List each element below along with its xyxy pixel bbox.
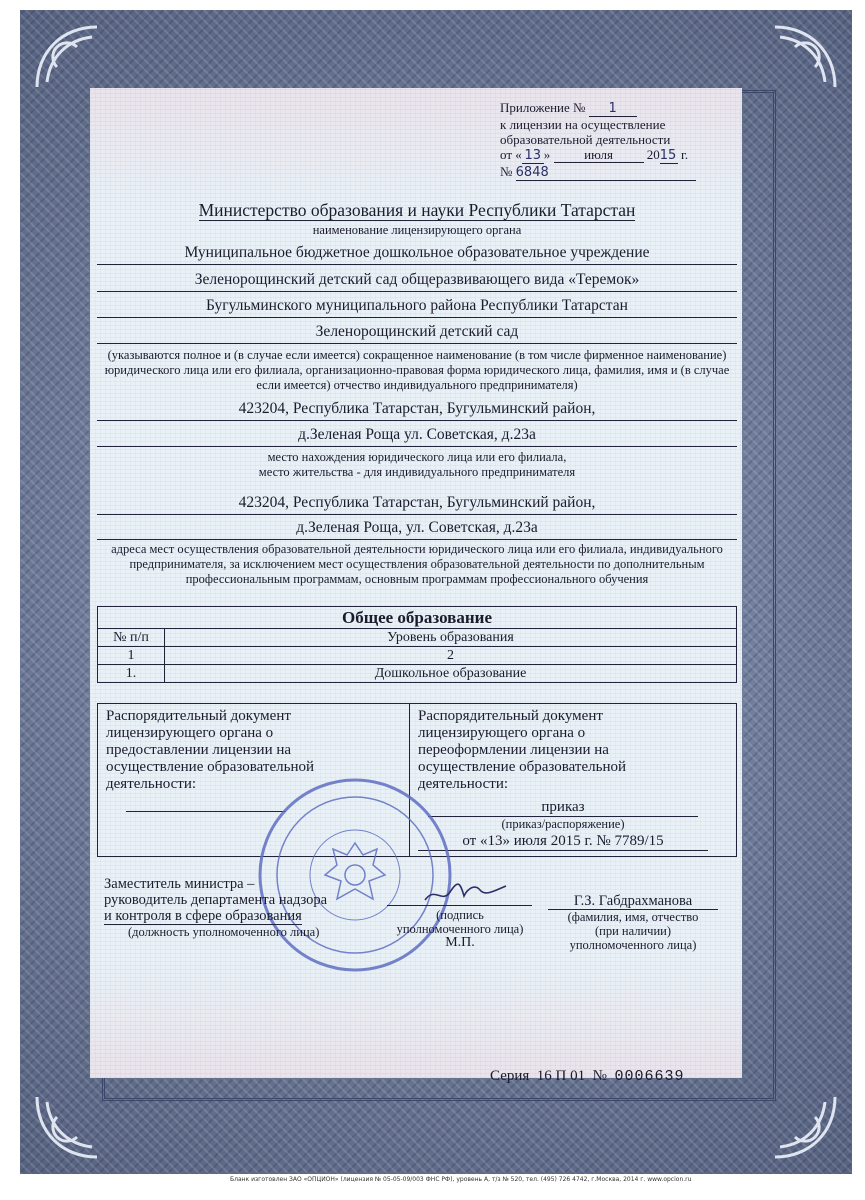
grant-document-text: Распорядительный документ лицензирующего органа о предоставлении лицензии на осуществление образовательной деятельности: bbox=[106, 708, 314, 792]
appendix-year-prefix: 20 bbox=[646, 147, 660, 162]
stamp-place: М.П. bbox=[445, 935, 475, 950]
organization-line: Зеленорощинский детский сад общеразвивающего вида «Теремок» bbox=[97, 271, 737, 292]
organization-short-name: Зеленорощинский детский сад bbox=[97, 323, 737, 344]
table-row bbox=[98, 629, 737, 647]
table-row bbox=[98, 665, 737, 683]
appendix-year-end: г. bbox=[681, 147, 689, 162]
education-table bbox=[97, 606, 737, 683]
location-caption: место нахождения юридического лица или его филиала, bbox=[267, 450, 567, 464]
location-line: 423204, Республика Татарстан, Бугульминский район, bbox=[97, 400, 737, 421]
position-line: и контроля в сфере образования bbox=[104, 908, 302, 924]
signature-line bbox=[387, 905, 532, 906]
corner-ornament-icon bbox=[770, 22, 840, 92]
signature-icon bbox=[420, 878, 510, 908]
activity-address-caption: адреса мест осуществления образовательной деятельности юридического лица или его филиала, индивидуального предпринимателя, за исключением мест осуществления образовательной деятельности по дополнительным профессиональным программам, основным программам профессионального обучения bbox=[111, 542, 723, 586]
table-cell: Дошкольное образование bbox=[165, 665, 737, 683]
printer-footer: Бланк изготовлен ЗАО «ОПЦИОН» (лицензия № 05-05-09/003 ФНС РФ), уровень А, т/з № 520, тел. (495) 726 4742, г.Москва, 2014 г. www.opcion.ru bbox=[230, 1176, 692, 1183]
corner-ornament-icon bbox=[770, 1092, 840, 1162]
appendix-month: июля bbox=[554, 147, 644, 163]
name-caption: (при наличии) bbox=[594, 924, 672, 938]
appendix-number: 1 bbox=[589, 101, 637, 117]
official-name: Г.З. Габдрахманова bbox=[548, 893, 718, 910]
activity-address-line: 423204, Республика Татарстан, Бугульминский район, bbox=[97, 494, 737, 515]
reissue-document-box bbox=[410, 703, 737, 857]
appendix-date-prefix: от « bbox=[500, 147, 522, 162]
table-header-cell: № п/п bbox=[98, 629, 165, 647]
authority-caption: наименование лицензирующего органа bbox=[312, 223, 522, 237]
order-type-caption: (приказ/распоряжение) bbox=[501, 817, 625, 831]
appendix-day: 13 bbox=[522, 148, 544, 164]
license-number: 6848 bbox=[516, 165, 696, 181]
table-cell: 1 bbox=[98, 647, 165, 665]
order-type: приказ bbox=[428, 799, 698, 817]
position-caption: (должность уполномоченного лица) bbox=[128, 925, 320, 939]
official-name-block bbox=[548, 893, 718, 952]
education-table-title: Общее образование bbox=[98, 607, 737, 629]
position-line: руководитель департамента надзора bbox=[104, 892, 328, 908]
organization-line: Бугульминского муниципального района Республики Татарстан bbox=[97, 297, 737, 318]
reissue-document-text: Распорядительный документ лицензирующего органа о переоформлении лицензии на осуществление образовательной деятельности: bbox=[418, 708, 626, 792]
order-date: от «13» июля 2015 г. № 7789/15 bbox=[418, 833, 708, 851]
table-header-cell: Уровень образования bbox=[165, 629, 737, 647]
serial-series: 16 П 01 bbox=[536, 1068, 586, 1084]
table-cell: 2 bbox=[165, 647, 737, 665]
appendix-header bbox=[500, 100, 696, 181]
authority-name: Министерство образования и науки Республики Татарстан bbox=[198, 200, 636, 220]
signatory-position bbox=[104, 876, 327, 939]
appendix-title: Приложение № bbox=[500, 100, 586, 115]
appendix-line: к лицензии на осуществление bbox=[500, 117, 666, 132]
table-row bbox=[98, 647, 737, 665]
appendix-date-mid: » bbox=[543, 147, 551, 162]
appendix-num-label: № bbox=[500, 164, 513, 179]
serial-number: 0006639 bbox=[614, 1068, 685, 1085]
corner-ornament-icon bbox=[32, 1092, 102, 1162]
organization-line: Муниципальное бюджетное дошкольное образовательное учреждение bbox=[97, 244, 737, 265]
serial-block bbox=[490, 1068, 684, 1085]
name-caption: (фамилия, имя, отчество bbox=[567, 910, 699, 924]
position-line: Заместитель министра – bbox=[104, 876, 255, 892]
serial-label: Серия bbox=[490, 1068, 530, 1084]
activity-address-line: д.Зеленая Роща, ул. Советская, д.23а bbox=[97, 519, 737, 540]
appendix-year: 15 bbox=[659, 148, 677, 163]
appendix-line: образовательной деятельности bbox=[500, 132, 671, 147]
signature-caption: (подпись уполномоченного лица) М.П. bbox=[385, 908, 535, 950]
location-line: д.Зеленая Роща ул. Советская, д.23а bbox=[97, 426, 737, 447]
name-caption: уполномоченного лица) bbox=[569, 938, 697, 952]
location-caption: место жительства - для индивидуального предпринимателя bbox=[258, 465, 576, 479]
organization-caption: (указываются полное и (в случае если имеется) сокращенное наименование (в том числе фирменное наименование) юридического лица или его филиала, организационно-правовая форма юридического лица, фамилия, имя и (в случае если имеется) отчество индивидуального предпринимателя) bbox=[104, 348, 730, 392]
corner-ornament-icon bbox=[32, 22, 102, 92]
serial-num-label: № bbox=[592, 1068, 607, 1084]
table-cell: 1. bbox=[98, 665, 165, 683]
